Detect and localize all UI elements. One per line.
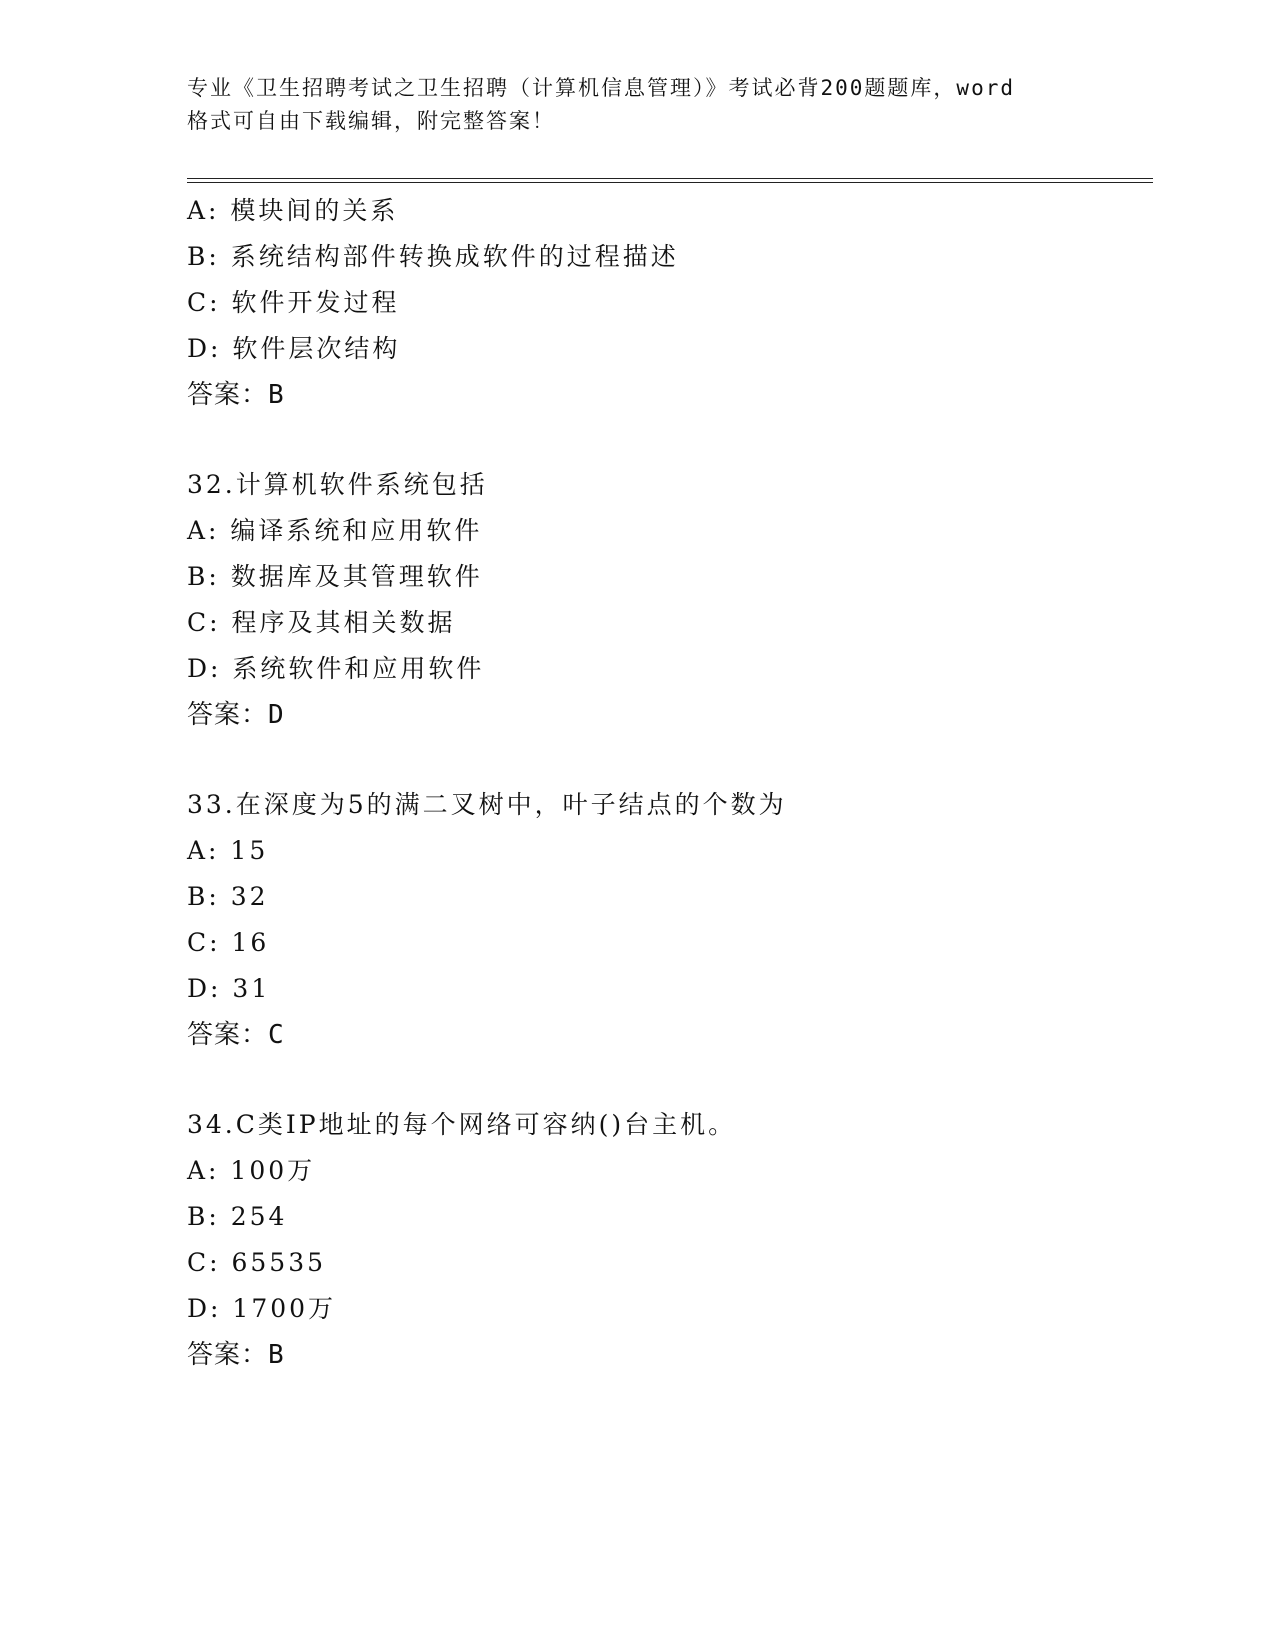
answer-line: 答案：B — [187, 380, 285, 410]
question-block-32 — [187, 462, 1153, 738]
option-a: A: 15 — [187, 836, 269, 865]
option-c: C: 软件开发过程 — [187, 288, 400, 317]
option-d: D: 系统软件和应用软件 — [187, 654, 485, 683]
question-block-31 — [187, 188, 1153, 418]
option-a: A: 100万 — [187, 1156, 316, 1185]
question-stem: 33.在深度为5的满二叉树中，叶子结点的个数为 — [187, 790, 787, 819]
option-c: C: 16 — [187, 928, 270, 957]
option-d: D: 1700万 — [187, 1294, 337, 1323]
header-line-2: 格式可自由下载编辑，附完整答案！ — [187, 109, 555, 133]
question-block-33 — [187, 782, 1153, 1058]
option-a: A: 编译系统和应用软件 — [187, 516, 483, 545]
document-header — [187, 72, 1087, 138]
option-b: B: 数据库及其管理软件 — [187, 562, 483, 591]
question-stem: 32.计算机软件系统包括 — [187, 470, 488, 499]
option-b: B: 254 — [187, 1202, 288, 1231]
header-divider — [187, 178, 1153, 183]
question-stem: 34.C类IP地址的每个网络可容纳()台主机。 — [187, 1110, 737, 1139]
option-c: C: 程序及其相关数据 — [187, 608, 456, 637]
option-c: C: 65535 — [187, 1248, 327, 1277]
answer-line: 答案：B — [187, 1340, 285, 1370]
answer-line: 答案：D — [187, 700, 285, 730]
answer-line: 答案：C — [187, 1020, 285, 1050]
question-block-34 — [187, 1102, 1153, 1378]
question-list — [187, 188, 1153, 1378]
option-d: D: 软件层次结构 — [187, 334, 401, 363]
option-a: A: 模块间的关系 — [187, 196, 399, 225]
option-b: B: 32 — [187, 882, 269, 911]
option-b: B: 系统结构部件转换成软件的过程描述 — [187, 242, 679, 271]
option-d: D: 31 — [187, 974, 271, 1003]
header-line-1: 专业《卫生招聘考试之卫生招聘（计算机信息管理）》考试必背200题题库，word — [187, 76, 1015, 100]
